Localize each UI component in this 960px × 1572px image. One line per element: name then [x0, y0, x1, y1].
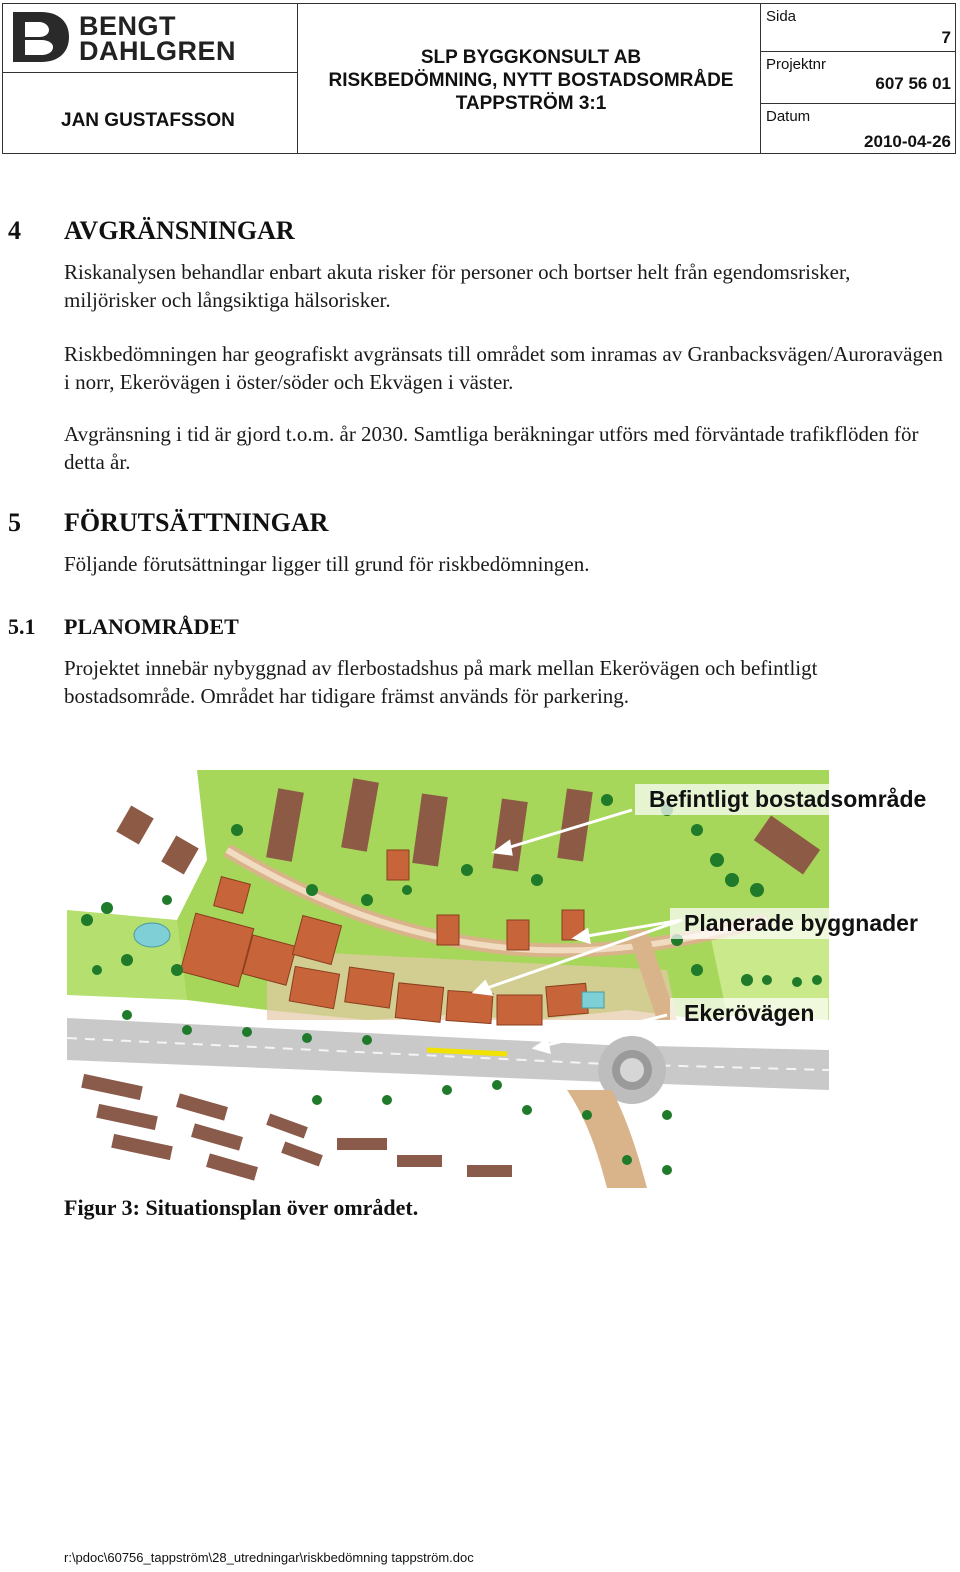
section-title: AVGRÄNSNINGAR	[64, 216, 295, 245]
logo-line1: BENGT	[79, 11, 176, 41]
section-5-paragraph-1: Följande förutsättningar ligger till grund för riskbedömningen.	[64, 552, 590, 576]
project-label: Projektnr	[766, 56, 827, 73]
section-number: 5	[8, 508, 21, 537]
section-4-paragraph-2: Riskbedömningen har geografiskt avgränsats till området som inramas av Granbacksvägen/Auroravägen i norr, Ekerövägen i öster/söder och Ekvägen i väster.	[64, 342, 943, 394]
section-4-paragraph-3: Avgränsning i tid är gjord t.o.m. år 2030. Samtliga beräkningar utförs med förväntade trafikflöden för detta år.	[64, 422, 919, 474]
document-header	[2, 3, 956, 154]
section-5-1-paragraph-1: Projektet innebär nybyggnad av flerbostadshus på mark mellan Ekerövägen och befintligt bostadsområde. Området har tidigare främst används för parkering.	[64, 656, 818, 708]
page-number: 7	[941, 28, 951, 47]
title-line1: SLP BYGGKONSULT AB	[420, 47, 642, 68]
section-5-1-heading	[8, 614, 239, 640]
figure-caption: Figur 3: Situationsplan över området.	[64, 1195, 419, 1220]
section-4-heading	[8, 216, 295, 246]
logo-mark-icon	[11, 10, 73, 64]
date-value: 2010-04-26	[864, 132, 951, 151]
callout-existing-area: Befintligt bostadsområde	[635, 784, 940, 815]
section-5-heading	[8, 508, 328, 538]
logo-text	[79, 11, 236, 66]
page-label: Sida	[766, 8, 797, 25]
logo-line2: DAHLGREN	[79, 36, 236, 66]
section-number: 4	[8, 216, 21, 245]
title-line2: RISKBEDÖMNING, NYTT BOSTADSOMRÅDE	[328, 70, 734, 91]
date-label: Datum	[766, 108, 811, 125]
section-4-paragraph-1: Riskanalysen behandlar enbart akuta risker för personer och bortser helt från egendomsrisker, miljörisker och långsiktiga hälsorisker.	[64, 260, 851, 312]
section-number: 5.1	[8, 614, 36, 639]
document-title	[301, 46, 761, 115]
callout-planned-buildings: Planerade byggnader	[670, 908, 932, 939]
project-number: 607 56 01	[875, 74, 951, 93]
callout-road: Ekerövägen	[670, 998, 828, 1029]
section-title: PLANOMRÅDET	[64, 614, 239, 639]
title-line3: TAPPSTRÖM 3:1	[455, 93, 607, 114]
author-name: JAN GUSTAFSSON	[61, 110, 235, 131]
file-path-footer: r:\pdoc\60756_tappström\28_utredningar\riskbedömning tappström.doc	[64, 1550, 474, 1565]
company-logo	[11, 10, 241, 70]
section-title: FÖRUTSÄTTNINGAR	[64, 508, 329, 537]
site-plan-map	[67, 770, 927, 1188]
site-plan-drawing	[67, 770, 829, 1188]
